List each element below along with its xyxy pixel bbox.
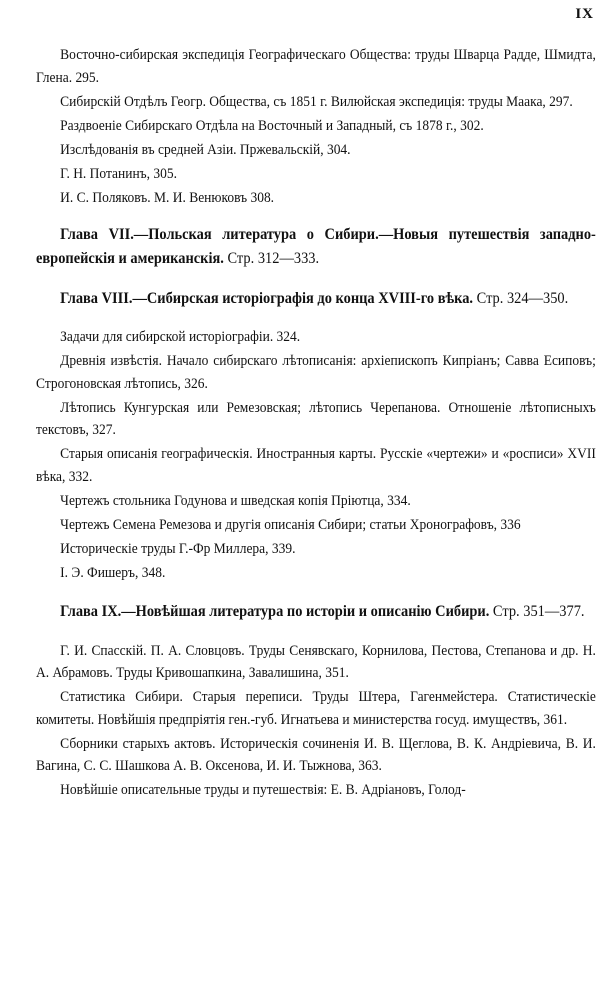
- toc-item: Старыя описанія географическія. Иностранныя карты. Русскіе «чертежи» и «росписи» XVII вѣка, 332.: [36, 446, 596, 485]
- toc-item: Г. И. Спасскій. П. А. Словцовъ. Труды Сенявскаго, Корнилова, Пестова, Степанова и др. Н. А. Абрамовъ. Труды Кривошапкина, Завалишина, 351.: [36, 642, 596, 681]
- table-of-contents: [36, 44, 596, 803]
- page-number: IX: [575, 6, 594, 22]
- toc-item: Задачи для сибирской исторіографіи. 324.: [60, 329, 301, 345]
- chapter-heading-vii: [36, 223, 596, 271]
- toc-item: Новѣйшіе описательные труды и путешествія: Е. В. Адріановъ, Голод-: [60, 782, 466, 798]
- toc-item: Восточно-сибирская экспедиція Географическаго Общества: труды Шварца Радде, Шмидта, Глена. 295.: [36, 47, 596, 86]
- toc-item: I. Э. Фишеръ, 348.: [60, 564, 166, 581]
- chapter-pages: Стр. 324—350.: [473, 289, 569, 307]
- chapter-heading-viii: [36, 287, 596, 311]
- chapter-pages: Стр. 351—377.: [489, 603, 585, 620]
- toc-item: Сборники старыхъ актовъ. Историческія сочиненія И. В. Щеглова, В. К. Андріевича, В. И. Вагина, С. С. Шашкова А. В. Оксенова, И. И. Тыжнова, 363.: [36, 735, 596, 774]
- chapter-pages: Стр. 312—333.: [223, 250, 320, 267]
- chapter-title: Глава VII.—Польская литература о Сибири.—Новыя путешествія западно-европейскія и американскія.: [36, 226, 596, 267]
- toc-item: Лѣтопись Кунгурская или Ремезовская; лѣтопись Черепанова. Отношеніе лѣтописныхъ текстовъ, 327.: [36, 399, 596, 438]
- toc-item: Чертежъ стольника Годунова и шведская копія Пріютца, 334.: [60, 492, 411, 509]
- toc-item: Историческіе труды Г.-Фр Миллера, 339.: [60, 540, 296, 557]
- toc-item: И. С. Поляковъ. М. И. Венюковъ 308.: [60, 189, 275, 206]
- toc-item: Г. Н. Потанинъ, 305.: [60, 165, 177, 182]
- chapter-title: Глава VIII.—Сибирская исторіографія до конца XVIII-го вѣка.: [60, 289, 474, 307]
- toc-item: Древнія извѣстія. Начало сибирскаго лѣтописанія: архіепископъ Кипріанъ; Савва Есиповъ; Строгоновская лѣтопись, 326.: [36, 353, 596, 392]
- toc-item: Статистика Сибири. Старыя переписи. Труды Штера, Гагенмейстера. Статистическіе комитеты. Новѣйшія предпріятія ген.-губ. Игнатьева и министерства госуд. имуществъ, 361.: [36, 689, 596, 728]
- toc-item: Раздвоеніе Сибирскаго Отдѣла на Восточный и Западный, съ 1878 г., 302.: [60, 117, 484, 134]
- toc-item: Изслѣдованія въ средней Азіи. Пржевальскій, 304.: [60, 141, 351, 158]
- chapter-heading-ix: [36, 600, 596, 624]
- toc-item: Сибирскій Отдѣлъ Геогр. Общества, съ 1851 г. Вилюйская экспедиція: труды Маака, 297.: [60, 93, 573, 110]
- toc-item: Чертежъ Семена Ремезова и другія описанія Сибири; статьи Хронографовъ, 336: [60, 516, 521, 533]
- chapter-title: Глава IX.—Новѣйшая литература по исторіи и описанію Сибири.: [60, 603, 490, 620]
